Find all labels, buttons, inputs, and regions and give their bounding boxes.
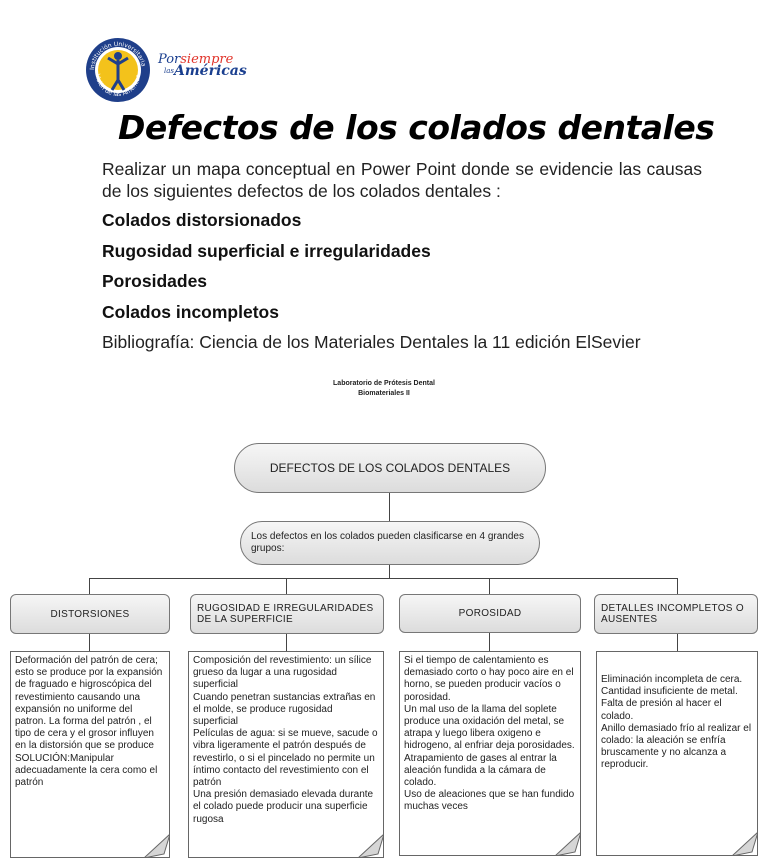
slogan-americas: Américas: [174, 63, 247, 79]
seal-text-bottom: Visión de las Américas: [93, 73, 143, 99]
list-item: Colados distorsionados: [102, 210, 302, 230]
connector-line: [677, 634, 678, 651]
list-item: Colados incompletos: [102, 302, 279, 322]
slogan-por: Por: [158, 52, 181, 67]
note-text: Uso de aleaciones que se han fundido muchas veces: [404, 789, 575, 813]
page-fold-icon: [144, 834, 170, 858]
slogan-las: las: [164, 67, 175, 75]
note-text: Atrapamiento de gases al entrar la aleación fundida a la cámara de colado.: [404, 752, 557, 789]
connector-line: [286, 578, 287, 594]
institution-logo: [84, 36, 247, 108]
list-item: Porosidades: [102, 271, 208, 291]
note-card-incomplete: [596, 651, 758, 856]
note-text: SOLUCIÓN:Manipular adecuadamente la cera como el patrón: [15, 752, 158, 789]
category-incomplete: DETALLES INCOMPLETOS O AUSENTES: [594, 594, 758, 634]
slogan: [158, 52, 247, 92]
note-card-distortions: [10, 651, 170, 858]
connector-line: [489, 633, 490, 651]
note-text: Anillo demasiado frío al realizar el colado: la aleación se enfría bruscamente y no alcanza a reproducir.: [601, 722, 752, 771]
connector-line: [89, 578, 677, 579]
category-distortions: DISTORSIONES: [10, 594, 170, 634]
institution-seal: [84, 36, 152, 104]
note-text: Una presión demasiado elevada durante el colado puede producir una superficie rugosa: [193, 789, 374, 825]
connector-line: [89, 578, 90, 594]
note-text: Falta de presión al hacer el colado.: [601, 698, 722, 722]
connector-line: [677, 578, 678, 594]
page-title: Defectos de los colados dentales: [118, 108, 715, 147]
page-fold-icon: [732, 832, 758, 856]
slogan-siempre: siempre: [180, 52, 234, 67]
note-card-roughness: [188, 651, 384, 858]
lab-header: [284, 379, 484, 399]
lab-header-line2: Biomateriales II: [358, 390, 410, 397]
connector-line: [389, 565, 390, 578]
list-item: Rugosidad superficial e irregularidades: [102, 241, 431, 261]
note-text: Un mal uso de la llama del soplete produce una oxidación del metal, se atrapa y luego libera oxigeno e hidrogeno, al enfriar deja porosidades.: [404, 703, 575, 752]
note-text: Películas de agua: si se mueve, sacude o vibra ligeramente el patrón después de revestirlo, o si el pincelado no permite un íntimo contacto del revestimiento con el patrón: [193, 728, 378, 789]
diagram-subtitle-node: Los defectos en los colados pueden clasificarse en 4 grandes grupos:: [240, 521, 540, 565]
note-text: Cuando penetran sustancias extrañas en el molde, se produce rugosidad superficial: [193, 691, 376, 728]
note-text: Si el tiempo de calentamiento es demasiado corto o hay poco aire en el horno, se pueden producir vacíos o porosidad.: [404, 655, 574, 703]
lab-header-line1: Laboratorio de Prótesis Dental: [333, 380, 435, 387]
connector-line: [89, 634, 90, 651]
note-text: Deformación del patrón de cera; esto se produce por la expansión de fraguado e higroscópica del revestimiento causando una expansión no uniforme del patron. La forma del patrón , el tipo de cera y el grosor influyen en la distorsión que se produce: [15, 655, 163, 752]
category-porosity: POROSIDAD: [399, 594, 581, 633]
note-text: Cantidad insuficiente de metal.: [601, 686, 738, 698]
bibliography: Bibliografía: Ciencia de los Materiales Dentales la 11 edición ElSevier: [102, 332, 641, 352]
connector-line: [489, 578, 490, 594]
diagram-root-node: DEFECTOS DE LOS COLADOS DENTALES: [234, 443, 546, 493]
note-text: Composición del revestimiento: un sílice grueso da lugar a una rugosidad superficial: [193, 655, 372, 691]
category-roughness: RUGOSIDAD E IRREGULARIDADES DE LA SUPERFICIE: [190, 594, 384, 634]
page-fold-icon: [555, 832, 581, 856]
seal-text-top: Institución Universitaria: [88, 40, 147, 71]
page-fold-icon: [358, 834, 384, 858]
connector-line: [286, 634, 287, 651]
connector-line: [389, 493, 390, 521]
note-card-porosity: [399, 651, 581, 856]
note-text: Eliminación incompleta de cera.: [601, 674, 743, 685]
intro-text: Realizar un mapa conceptual en Power Point donde se evidencie las causas de los siguientes defectos de los colados dentales :: [102, 159, 702, 201]
